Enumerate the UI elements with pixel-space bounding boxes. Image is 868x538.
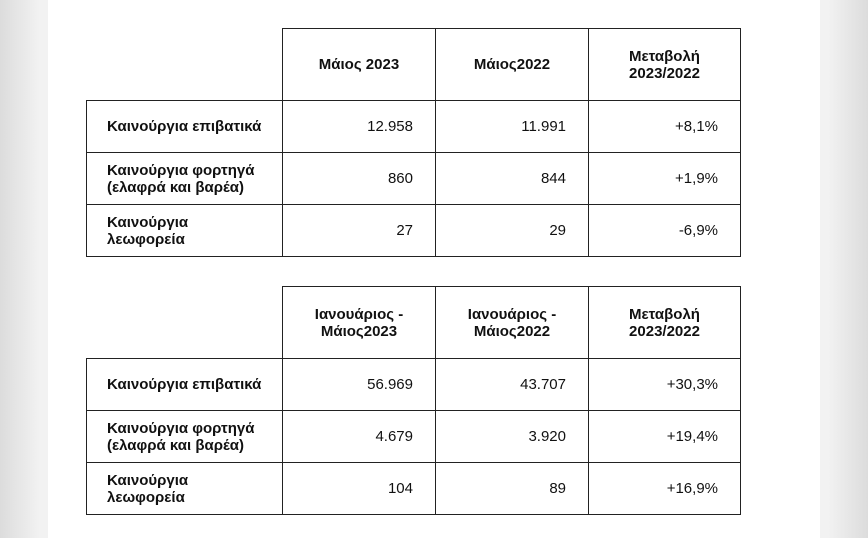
table-cell: 56.969 xyxy=(283,359,436,411)
table-row xyxy=(87,153,741,205)
table-cell: +16,9% xyxy=(589,463,741,515)
table-cell: 89 xyxy=(436,463,589,515)
table-row xyxy=(87,205,741,257)
table-cell: 43.707 xyxy=(436,359,589,411)
table-cell: 3.920 xyxy=(436,411,589,463)
empty-corner-cell xyxy=(87,29,283,101)
table-cell: +19,4% xyxy=(589,411,741,463)
row-label: Καινούργια επιβατικά xyxy=(87,359,283,411)
may-registrations-table xyxy=(86,28,741,257)
table-cell: 27 xyxy=(283,205,436,257)
table-cell: 860 xyxy=(283,153,436,205)
table-row xyxy=(87,411,741,463)
table-cell: 4.679 xyxy=(283,411,436,463)
table-row xyxy=(87,463,741,515)
table-cell: 844 xyxy=(436,153,589,205)
column-header: Μεταβολή 2023/2022 xyxy=(589,29,741,101)
table-cell: +1,9% xyxy=(589,153,741,205)
table-cell: -6,9% xyxy=(589,205,741,257)
column-header: Μεταβολή 2023/2022 xyxy=(589,287,741,359)
column-header: Μάιος 2023 xyxy=(283,29,436,101)
table-cell: +30,3% xyxy=(589,359,741,411)
table-row xyxy=(87,101,741,153)
column-header: Μάιος2022 xyxy=(436,29,589,101)
row-label: Καινούργια λεωφορεία xyxy=(87,205,283,257)
table-cell: 12.958 xyxy=(283,101,436,153)
row-label: Καινούργια φορτηγά (ελαφρά και βαρέα) xyxy=(87,411,283,463)
table-header-row xyxy=(87,287,741,359)
document-page xyxy=(48,0,820,538)
table-cell: +8,1% xyxy=(589,101,741,153)
table-cell: 104 xyxy=(283,463,436,515)
table-cell: 11.991 xyxy=(436,101,589,153)
table-row xyxy=(87,359,741,411)
jan-may-registrations-table xyxy=(86,286,741,515)
empty-corner-cell xyxy=(87,287,283,359)
column-header: Ιανουάριος - Μάιος2022 xyxy=(436,287,589,359)
row-label: Καινούργια επιβατικά xyxy=(87,101,283,153)
row-label: Καινούργια φορτηγά (ελαφρά και βαρέα) xyxy=(87,153,283,205)
table-header-row xyxy=(87,29,741,101)
table-cell: 29 xyxy=(436,205,589,257)
row-label: Καινούργια λεωφορεία xyxy=(87,463,283,515)
column-header: Ιανουάριος - Μάιος2023 xyxy=(283,287,436,359)
